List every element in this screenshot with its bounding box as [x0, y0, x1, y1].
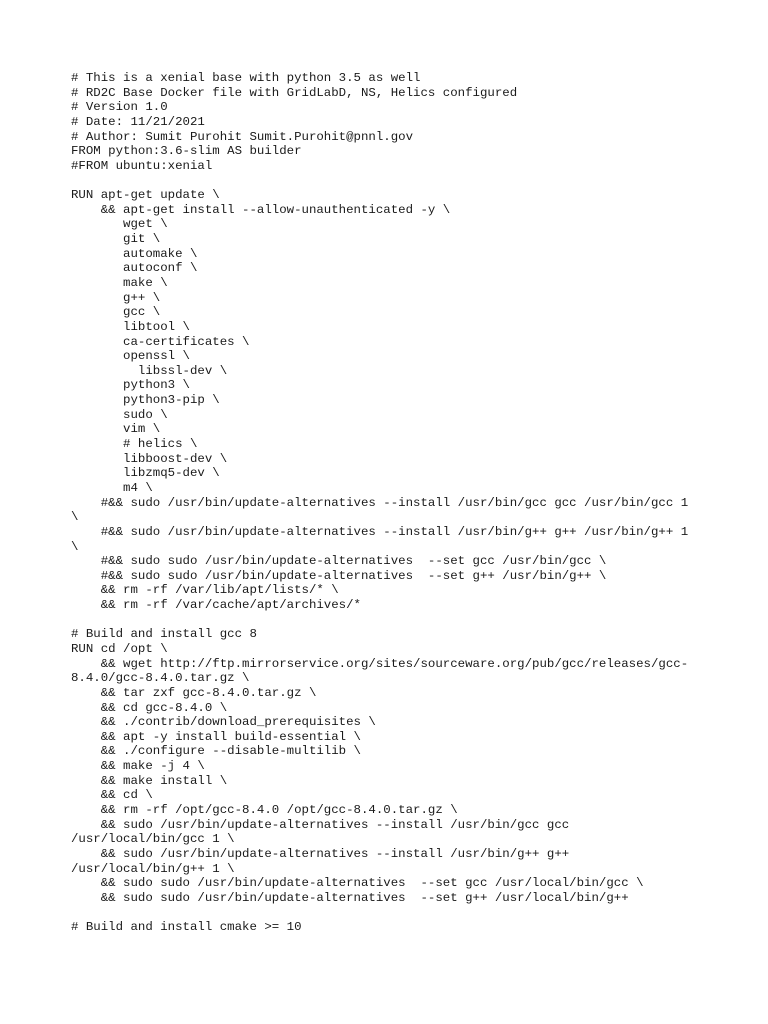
code-line: && apt -y install build-essential \	[71, 729, 361, 744]
code-line: RUN cd /opt \	[71, 641, 168, 656]
code-line: python3-pip \	[71, 393, 220, 408]
code-line: && rm -rf /var/lib/apt/lists/* \	[71, 583, 339, 598]
code-line: automake \	[71, 246, 198, 261]
code-line: gcc \	[71, 305, 161, 320]
code-line: g++ \	[71, 290, 161, 305]
code-line: # This is a xenial base with python 3.5 as well	[71, 71, 421, 85]
code-line: /usr/local/bin/g++ 1 \	[71, 861, 235, 876]
code-line: && cd \	[71, 788, 153, 803]
code-line: #FROM ubuntu:xenial	[71, 158, 213, 173]
code-line: libssl-dev \	[71, 363, 228, 378]
code-line: && make install \	[71, 773, 228, 788]
code-line: && rm -rf /var/cache/apt/archives/*	[71, 598, 361, 613]
code-line: # Version 1.0	[71, 100, 168, 115]
code-line: #&& sudo /usr/bin/update-alternatives --install /usr/bin/gcc gcc /usr/bin/gcc 1	[71, 495, 689, 510]
dockerfile-text	[71, 71, 688, 935]
code-line: 8.4.0/gcc-8.4.0.tar.gz \	[71, 671, 250, 686]
code-line: vim \	[71, 422, 161, 437]
code-line: && wget http://ftp.mirrorservice.org/sites/sourceware.org/pub/gcc/releases/gcc-	[71, 656, 689, 671]
code-line: #&& sudo sudo /usr/bin/update-alternatives --set g++ /usr/bin/g++ \	[71, 568, 607, 583]
code-line: # RD2C Base Docker file with GridLabD, NS, Helics configured	[71, 85, 518, 100]
code-line: autoconf \	[71, 261, 198, 276]
code-line: libtool \	[71, 319, 190, 334]
code-line: python3 \	[71, 378, 190, 393]
code-line: && tar zxf gcc-8.4.0.tar.gz \	[71, 685, 317, 700]
code-line: # helics \	[71, 437, 198, 452]
code-line: RUN apt-get update \	[71, 188, 220, 203]
code-line: FROM python:3.6-slim AS builder	[71, 144, 302, 159]
code-line: #&& sudo sudo /usr/bin/update-alternatives --set gcc /usr/bin/gcc \	[71, 554, 607, 569]
code-line: && apt-get install --allow-unauthenticated -y \	[71, 202, 451, 217]
code-line: \	[71, 510, 79, 525]
code-line	[71, 613, 688, 628]
code-line: #&& sudo /usr/bin/update-alternatives --install /usr/bin/g++ g++ /usr/bin/g++ 1	[71, 524, 689, 539]
code-line: wget \	[71, 217, 168, 232]
code-line: ca-certificates \	[71, 334, 250, 349]
code-line: && ./contrib/download_prerequisites \	[71, 715, 376, 730]
code-line	[71, 906, 688, 921]
code-line: libboost-dev \	[71, 451, 228, 466]
code-line: && sudo sudo /usr/bin/update-alternatives --set gcc /usr/local/bin/gcc \	[71, 876, 644, 891]
code-line: m4 \	[71, 480, 153, 495]
code-line: && rm -rf /opt/gcc-8.4.0 /opt/gcc-8.4.0.tar.gz \	[71, 803, 458, 818]
code-line: git \	[71, 232, 161, 247]
code-line	[71, 173, 688, 188]
code-line: && sudo /usr/bin/update-alternatives --install /usr/bin/g++ g++	[71, 846, 570, 861]
code-line: && sudo sudo /usr/bin/update-alternatives --set g++ /usr/local/bin/g++	[71, 890, 629, 905]
code-line: openssl \	[71, 349, 190, 364]
code-line: make \	[71, 275, 168, 290]
code-line: /usr/local/bin/gcc 1 \	[71, 832, 235, 847]
code-line: && cd gcc-8.4.0 \	[71, 700, 228, 715]
code-line: libzmq5-dev \	[71, 466, 220, 481]
code-line: && make -j 4 \	[71, 759, 205, 774]
code-line: # Date: 11/21/2021	[71, 114, 205, 129]
code-line: sudo \	[71, 407, 168, 422]
code-line: \	[71, 539, 79, 554]
code-line: && ./configure --disable-multilib \	[71, 744, 361, 759]
code-line: # Author: Sumit Purohit Sumit.Purohit@pnnl.gov	[71, 129, 414, 144]
code-line: # Build and install cmake >= 10	[71, 920, 302, 935]
code-line: # Build and install gcc 8	[71, 627, 257, 642]
code-line: && sudo /usr/bin/update-alternatives --install /usr/bin/gcc gcc	[71, 817, 570, 832]
